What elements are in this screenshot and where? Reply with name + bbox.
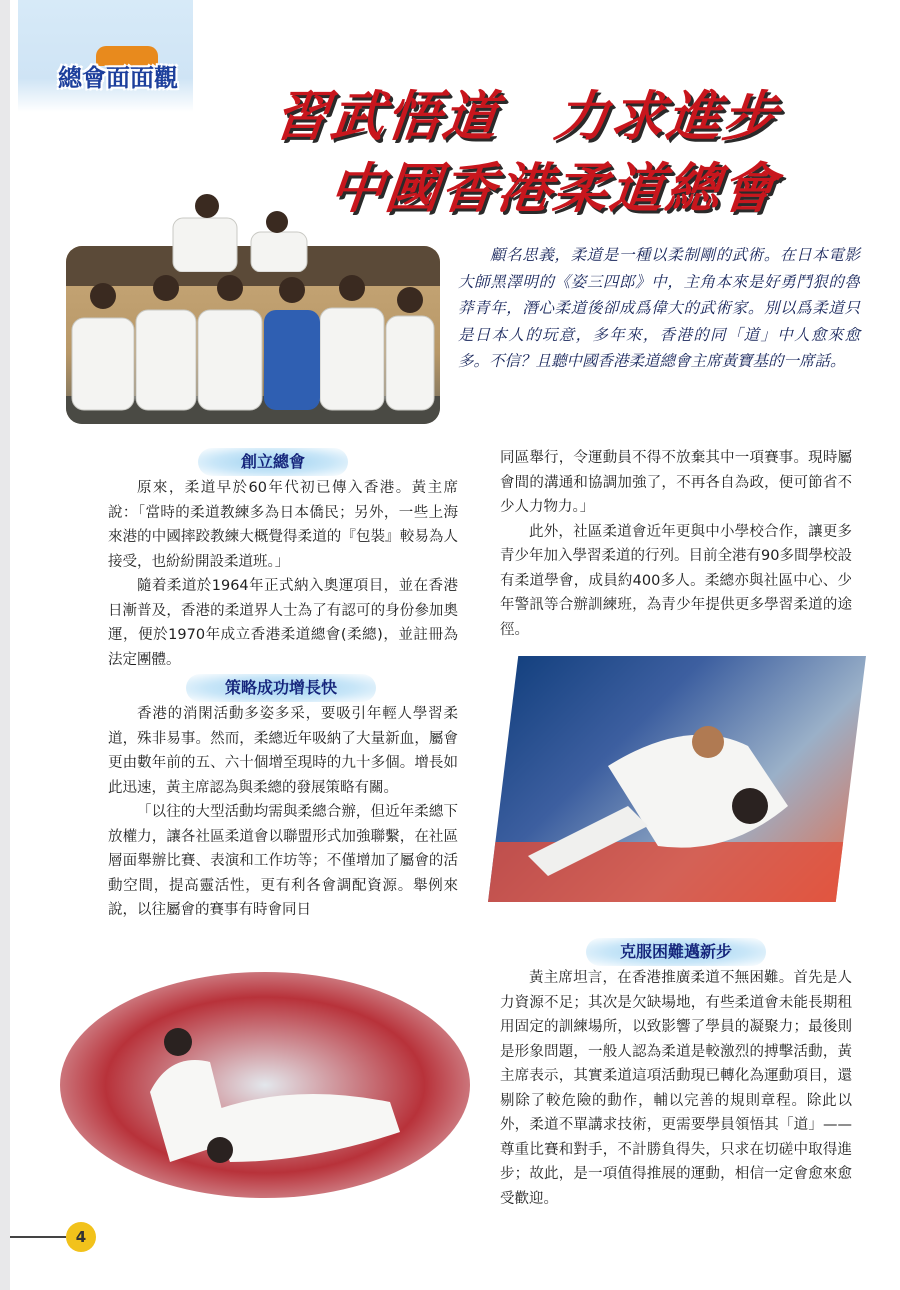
page-number: 4 — [66, 1222, 96, 1252]
page-footer-rule — [10, 1236, 66, 1238]
section-heading-challenges: 克服困難邁新步 — [586, 938, 766, 966]
page-edge — [0, 0, 10, 1290]
section-heading-strategy: 策略成功增長快 — [186, 674, 376, 702]
group-photo — [66, 246, 440, 424]
group-photo-coaches — [165, 192, 315, 272]
section-challenges-body — [500, 966, 852, 1211]
paragraph-continued: 同區舉行，令運動員不得不放棄其中一項賽事。現時屬會間的溝通和協調加強了，不再各自為政，便可節省不少人力物力。」 — [500, 450, 852, 515]
paragraph: 黃主席坦言，在香港推廣柔道不無困難。首先是人力資源不足；其次是欠缺場地，有些柔道會未能長期租用固定的訓練場所，以致影響了學員的凝聚力；最後則是形象問題，一般人認為柔道是較激烈的搏擊活動，黃主席表示，其實柔道這項活動現已轉化為運動項目，還剔除了較危險的動作，輔以完善的規則章程。除此以外，柔道不單講求技術，更需要學員領悟其「道」——尊重比賽和對手，不計勝負得失，只求在切磋中取得進步；故此，是一項值得推展的運動，相信一定會愈來愈受歡迎。 — [500, 970, 852, 1207]
judo-match-photo — [60, 972, 470, 1198]
column-tag: 總會面面觀 — [58, 63, 178, 92]
headline-line-1: 習武悟道 力求進步 — [271, 84, 782, 148]
paragraph: 此外，社區柔道會近年更與中小學校合作，讓更多青少年加入學習柔道的行列。目前全港有90多間學校設有柔道學會，成員約400多人。柔總亦與社區中心、少年警訊等合辦訓練班，為青少年提供更多學習柔道的途徑。 — [500, 523, 852, 638]
section-founding-body — [108, 476, 458, 672]
paragraph: 原來，柔道早於60年代初已傳入香港。黃主席說：「當時的柔道教練多為日本僑民；另外，一些上海來港的中國摔跤教練大概覺得柔道的『包裝』較易為人接受，也紛紛開設柔道班。」 — [108, 480, 458, 570]
section-strategy-continued — [500, 446, 852, 642]
paragraph: 隨着柔道於1964年正式納入奧運項目，並在香港日漸普及，香港的柔道界人士為了有認可的身份參加奧運，便於1970年成立香港柔道總會(柔總)，並註冊為法定團體。 — [108, 578, 458, 668]
judo-throw-photo — [488, 656, 866, 902]
paragraph: 「以往的大型活動均需與柔總合辦，但近年柔總下放權力，讓各社區柔道會以聯盟形式加強聯繫，在社區層面舉辦比賽、表演和工作坊等；不僅增加了屬會的活動空間，提高靈活性，更有利各會調配資源。舉例來說，以往屬會的賽事有時會同日 — [108, 804, 458, 918]
paragraph: 香港的消閑活動多姿多采，要吸引年輕人學習柔道，殊非易事。然而，柔總近年吸納了大量新血，屬會更由數年前的五、六十個增至現時的九十多個。增長如此迅速，黃主席認為與柔總的發展策略有關。 — [108, 706, 458, 796]
intro-paragraph — [458, 242, 860, 375]
headline-line-2: 中國香港柔道總會 — [326, 156, 781, 220]
section-heading-founding: 創立總會 — [198, 448, 348, 476]
section-strategy-body — [108, 702, 458, 923]
intro-text: 顧名思義，柔道是一種以柔制剛的武術。在日本電影大師黑澤明的《姿三四郎》中，主角本來是好勇鬥狠的魯莽青年，潛心柔道後卻成爲偉大的武術家。別以爲柔道只是日本人的玩意，多年來，香港的同「道」中人愈來愈多。不信？且聽中國香港柔道總會主席黃寶基的一席話。 — [458, 246, 860, 370]
